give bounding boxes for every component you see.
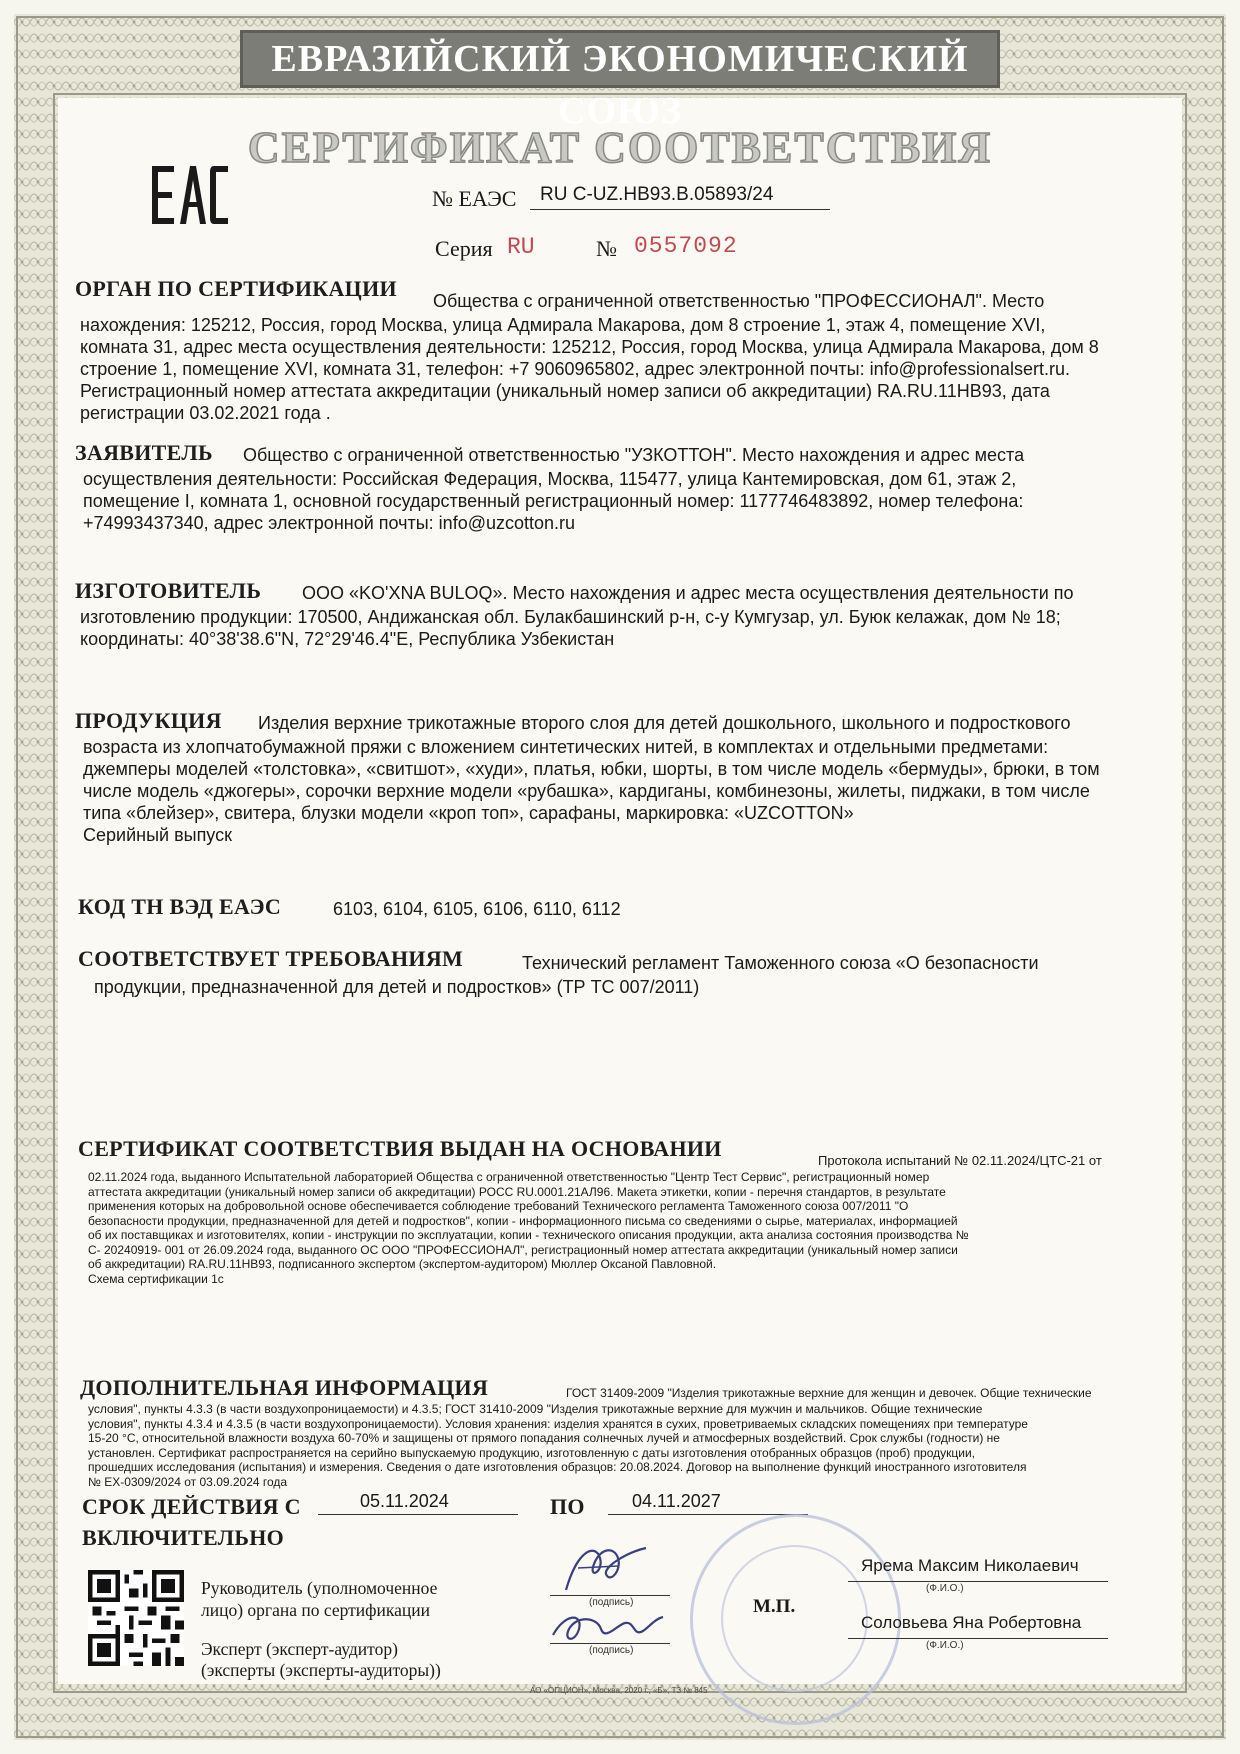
certificate-title: СЕРТИФИКАТ СООТВЕТСТВИЯ	[247, 123, 993, 172]
expert-name-caption: (Ф.И.О.)	[926, 1640, 964, 1651]
basis-first-line: Протокола испытаний № 02.11.2024/ЦТС-21 от	[818, 1153, 1102, 1168]
head-name-line	[848, 1581, 1108, 1582]
additional-line: условия", пункты 4.3.3 (в части воздухопроницаемости) и 4.3.5; ГОСТ 31410-2009 "Изделия трикотажные верхние для мужчин и мальчиков. Общие технические	[88, 1402, 983, 1416]
manufacturer-text	[80, 606, 1170, 650]
validity-from-underline	[318, 1514, 518, 1515]
product-line: числе модель «джогеры», сорочки верхние модели «рубашка», кардиганы, комбинезоны, жилеты, пиджаки, в том числе	[83, 781, 1090, 801]
basis-line: об аккредитации) RA.RU.11HB93, подписанного экспертом (экспертом-аудитором) Мюллер Оксаной Павловной.	[88, 1257, 717, 1271]
applicant-line: помещение I, комната 1, основной государственный регистрационный номер: 1177746483892, номер телефона:	[83, 491, 1024, 511]
certificate-number-label: № ЕАЭС	[432, 186, 517, 211]
validity-label: СРОК ДЕЙСТВИЯ С	[82, 1494, 301, 1519]
blank-number-value: 0557092	[634, 233, 738, 259]
product-line: типа «блейзер», свитера, блузки модели «кроп топ», сарафаны, маркировка: «UZCOTTON»	[83, 803, 854, 823]
body-org-first-line: Общества с ограниченной ответственностью "ПРОФЕССИОНАЛ". Место	[433, 291, 1045, 311]
head-label-line-2: лицо) органа по сертификации	[201, 1600, 430, 1620]
tn-ved-value: 6103, 6104, 6105, 6106, 6110, 6112	[333, 899, 621, 919]
product-line: джемперы моделей «толстовка», «свитшот», «худи», платья, юбки, шорты, в том числе модель «бермуды», брюки, в том	[83, 759, 1100, 779]
head-name-caption: (Ф.И.О.)	[926, 1583, 964, 1594]
body-org-line: комната 31, адрес места осуществления деятельности: 125212, Россия, город Москва, улица Адмирала Макарова, дом 8	[80, 337, 1099, 357]
validity-from: 05.11.2024	[360, 1491, 449, 1511]
basis-line: об их поставщиках и изготовителях, копии - инструкции по эксплуатации, копии - технического описания продукции, акта анализа состояния производства №	[88, 1228, 969, 1242]
applicant-text	[83, 468, 1173, 534]
series-value: RU	[507, 234, 535, 260]
expert-signature-caption: (подпись)	[589, 1645, 634, 1656]
body-org-line: строение 1, помещение XVI, комната 31, телефон: +7 9060965802, адрес электронной почты: info@professionalsert.ru.	[80, 359, 1070, 379]
basis-line: Схема сертификации 1с	[88, 1271, 224, 1286]
additional-line: № EX-0309/2024 от 03.09.2024 года	[88, 1474, 288, 1489]
body-org-text	[80, 314, 1170, 424]
union-banner: ЕВРАЗИЙСКИЙ ЭКОНОМИЧЕСКИЙ СОЮЗ	[240, 30, 1000, 88]
applicant-label: ЗАЯВИТЕЛЬ	[75, 440, 213, 465]
seal-label: М.П.	[753, 1596, 796, 1617]
printer-imprint: АО «ОПЦИОН», Москва, 2020 г., «Б», ТЗ № 845	[530, 1686, 708, 1695]
tn-ved-label: КОД ТН ВЭД ЕАЭС	[78, 894, 282, 919]
series-label: Серия	[435, 236, 493, 261]
product-line: возраста из хлопчатобумажной пряжи с вложением синтетических нитей, в комплектах и отдельными предметами:	[83, 737, 1049, 757]
body-org-label: ОРГАН ПО СЕРТИФИКАЦИИ	[75, 276, 397, 301]
head-signature-icon	[548, 1538, 668, 1600]
eac-mark-icon	[150, 160, 230, 230]
expert-signature-line	[550, 1643, 670, 1644]
manufacturer-line: координаты: 40°38'38.6"N, 72°29'46.4"E, Республика Узбекистан	[80, 629, 615, 649]
basis-line: безопасности продукции, предназначенной для детей и подростков", копии - информационного письма со сведениями о сырье, материалах, информацией	[88, 1213, 958, 1228]
body-org-line: нахождения: 125212, Россия, город Москва, улица Адмирала Макарова, дом 8 строение 1, этаж 4, помещение XVI,	[80, 315, 1046, 335]
additional-label: ДОПОЛНИТЕЛЬНАЯ ИНФОРМАЦИЯ	[80, 1375, 489, 1400]
manufacturer-label: ИЗГОТОВИТЕЛЬ	[75, 578, 262, 603]
product-text	[83, 736, 1173, 846]
basis-text	[88, 1170, 1168, 1286]
expert-name-line	[848, 1638, 1108, 1639]
validity-to-label: ПО	[550, 1494, 585, 1519]
basis-line: аттестата аккредитации (уникальный номер записи об аккредитации) РОСС RU.0001.21АЛ96. Макета этикетки, копии - перечня стандартов, в результате	[88, 1184, 946, 1199]
additional-line: прошедших исследования (испытания) и измерения. Сведения о дате изготовления образцов: 20.08.2024. Договор на выполнение функций иностранного изготовителя	[88, 1460, 1027, 1474]
manufacturer-line: изготовлению продукции: 170500, Андижанская обл. Булакбашинский р-н, с-у Кумгузар, ул. Буюк келажак, дом № 18;	[80, 607, 1061, 627]
basis-line: применения которых на добровольной основе обеспечивается соблюдение требований Технического регламента Таможенного союза 007/2011 "О	[88, 1199, 909, 1213]
product-line: Серийный выпуск	[83, 825, 232, 845]
applicant-line: осуществления деятельности: Российская Федерация, Москва, 115477, улица Кантемировская, дом 61, этаж 2,	[83, 469, 1017, 489]
head-signature-caption: (подпись)	[589, 1597, 634, 1608]
qr-code-icon	[88, 1570, 184, 1666]
additional-line: установлен. Сертификат распространяется на серийно выпускаемую продукцию, изготовленную с даты изготовления отобранных образцов (проб) продукции,	[88, 1445, 976, 1460]
additional-text	[88, 1402, 1168, 1489]
certificate-number-value: RU C-UZ.HB93.B.05893/24	[540, 184, 774, 205]
applicant-first-line: Общество с ограниченной ответственностью "УЗКОТТОН". Место нахождения и адрес места	[243, 445, 1025, 465]
basis-line: С- 20240919- 001 от 26.09.2024 года, выданного ОС ООО "ПРОФЕССИОНАЛ", регистрационный номер аттестата аккредитации (уникальный номер записи	[88, 1242, 958, 1257]
additional-line: условия", пункты 4.3.4 и 4.3.5 (в части воздухопроницаемости). Условия хранения: изделия хранятся в сухих, проветриваемых складских помещениях при температуре	[88, 1416, 1028, 1431]
basis-label: СЕРТИФИКАТ СООТВЕТСТВИЯ ВЫДАН НА ОСНОВАНИИ	[78, 1136, 722, 1161]
additional-line: 15-20 °С, относительной влажности воздуха 60-70% и защищены от прямого попадания солнечных лучей и атмосферных воздействий. Срок службы (годности) не	[88, 1431, 1000, 1445]
basis-line: 02.11.2024 года, выданного Испытательной лабораторией Общества с ограниченной ответственностью "Центр Тест Сервис", регистрационный номер	[88, 1170, 930, 1184]
product-label: ПРОДУКЦИЯ	[75, 708, 222, 733]
head-label-line-1: Руководитель (уполномоченное	[201, 1578, 438, 1598]
expert-name: Соловьева Яна Робертовна	[861, 1613, 1082, 1632]
manufacturer-first-line: ООО «KO'XNA BULOQ». Место нахождения и адрес места осуществления деятельности по	[302, 583, 1074, 603]
head-signature-line	[550, 1595, 670, 1596]
blank-number-label: №	[596, 236, 617, 261]
body-org-line: Регистрационный номер аттестата аккредитации (уникальный номер записи об аккредитации) RA.RU.11HB93, дата	[80, 381, 1050, 401]
head-name: Ярема Максим Николаевич	[861, 1556, 1079, 1575]
additional-first-line: ГОСТ 31409-2009 "Изделия трикотажные верхние для женщин и девочек. Общие технические	[566, 1386, 1092, 1400]
applicant-line: +74993437340, адрес электронной почты: info@uzcotton.ru	[83, 513, 576, 533]
requirements-line: продукции, предназначенной для детей и подростков» (ТР ТС 007/2011)	[94, 977, 700, 997]
product-first-line: Изделия верхние трикотажные второго слоя для детей дошкольного, школьного и подросткового	[258, 713, 1071, 733]
number-underline	[530, 209, 830, 210]
requirements-label: СООТВЕТСТВУЕТ ТРЕБОВАНИЯМ	[78, 946, 464, 971]
requirements-first-line: Технический регламент Таможенного союза «О безопасности	[522, 953, 1039, 973]
expert-label-line-2: (эксперты (эксперты-аудиторы))	[201, 1660, 441, 1680]
validity-to: 04.11.2027	[632, 1491, 721, 1511]
validity-inclusive: ВКЛЮЧИТЕЛЬНО	[82, 1525, 285, 1550]
body-org-line: регистрации 03.02.2021 года .	[80, 403, 331, 423]
expert-label-line-1: Эксперт (эксперт-аудитор)	[201, 1639, 398, 1659]
